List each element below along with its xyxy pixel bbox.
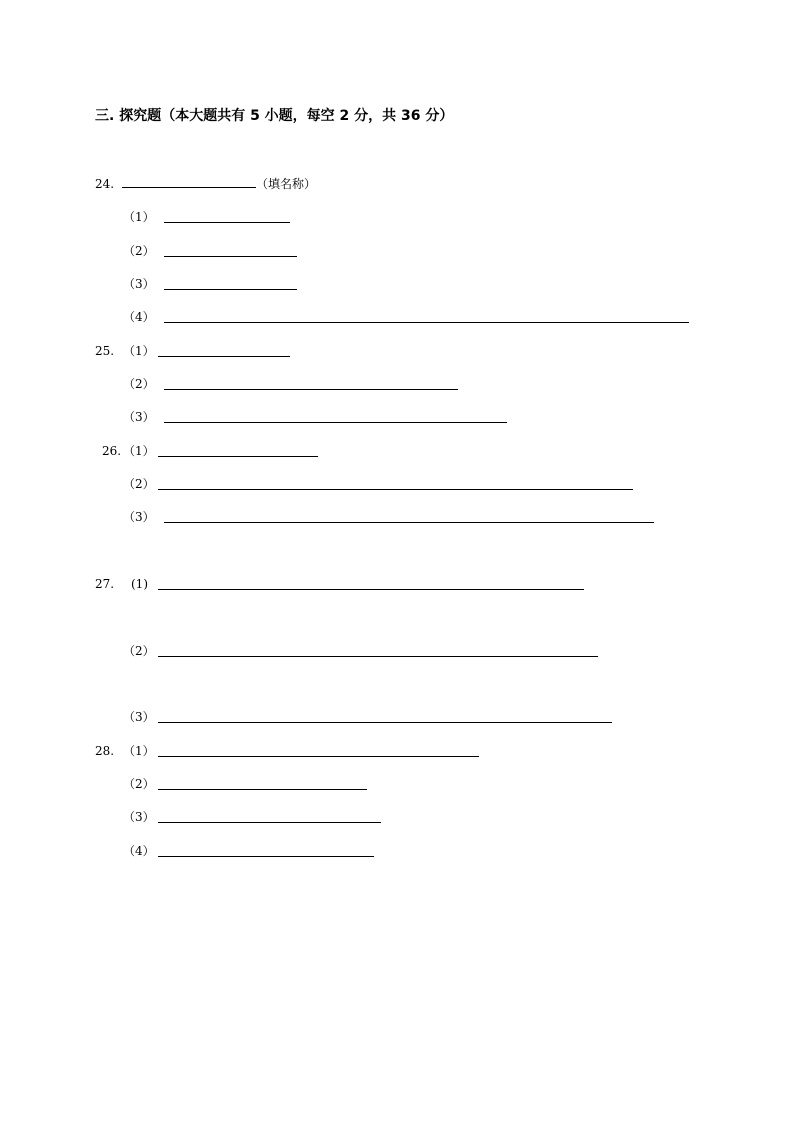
q28-sub1-blank[interactable] — [158, 756, 479, 757]
q26-sub1-label: （1） — [123, 444, 155, 458]
q26-sub2-label: （2） — [123, 477, 155, 491]
q25-sub2-blank[interactable] — [164, 389, 458, 390]
q24-name-blank[interactable] — [122, 187, 256, 188]
q24-sub2-blank[interactable] — [164, 256, 297, 257]
q24-sub1-blank[interactable] — [164, 222, 290, 223]
q26-sub1-blank[interactable] — [158, 456, 318, 457]
q25-sub1-label: （1） — [123, 344, 155, 358]
q27-sub2-label: （2） — [123, 644, 155, 658]
question-27-number: 27. — [95, 577, 115, 591]
question-25-number: 25. — [95, 344, 115, 358]
q27-sub1-blank[interactable] — [158, 589, 584, 590]
q27-sub3-label: （3） — [123, 710, 155, 724]
q26-sub2-blank[interactable] — [158, 489, 633, 490]
q28-sub2-label: （2） — [123, 777, 155, 791]
q27-sub3-blank[interactable] — [158, 722, 612, 723]
question-26-number: 26. — [102, 444, 122, 458]
question-24-number: 24. — [95, 177, 115, 191]
q28-sub3-blank[interactable] — [158, 822, 381, 823]
q24-sub4-label: （4） — [123, 310, 155, 324]
q28-sub4-blank[interactable] — [158, 856, 374, 857]
q25-sub1-blank[interactable] — [158, 356, 290, 357]
q24-sub3-blank[interactable] — [164, 289, 297, 290]
q25-sub2-label: （2） — [123, 377, 155, 391]
q25-sub3-label: （3） — [123, 410, 155, 424]
q24-sub1-label: （1） — [123, 210, 155, 224]
q28-sub3-label: （3） — [123, 810, 155, 824]
q24-sub2-label: （2） — [123, 244, 155, 258]
q26-sub3-label: （3） — [123, 510, 155, 524]
q28-sub4-label: （4） — [123, 844, 155, 858]
q28-sub1-label: （1） — [123, 744, 155, 758]
q28-sub2-blank[interactable] — [158, 789, 367, 790]
q25-sub3-blank[interactable] — [164, 422, 507, 423]
q24-sub3-label: （3） — [123, 277, 155, 291]
q24-fill-name-note: （填名称） — [256, 177, 317, 191]
question-28-number: 28. — [95, 744, 115, 758]
section-heading: 三. 探究题（本大题共有 5 小题，每空 2 分，共 36 分） — [95, 108, 454, 124]
q27-sub1-label: (1) — [131, 577, 148, 591]
q27-sub2-blank[interactable] — [158, 656, 598, 657]
q24-sub4-blank[interactable] — [164, 322, 689, 323]
q26-sub3-blank[interactable] — [164, 522, 654, 523]
